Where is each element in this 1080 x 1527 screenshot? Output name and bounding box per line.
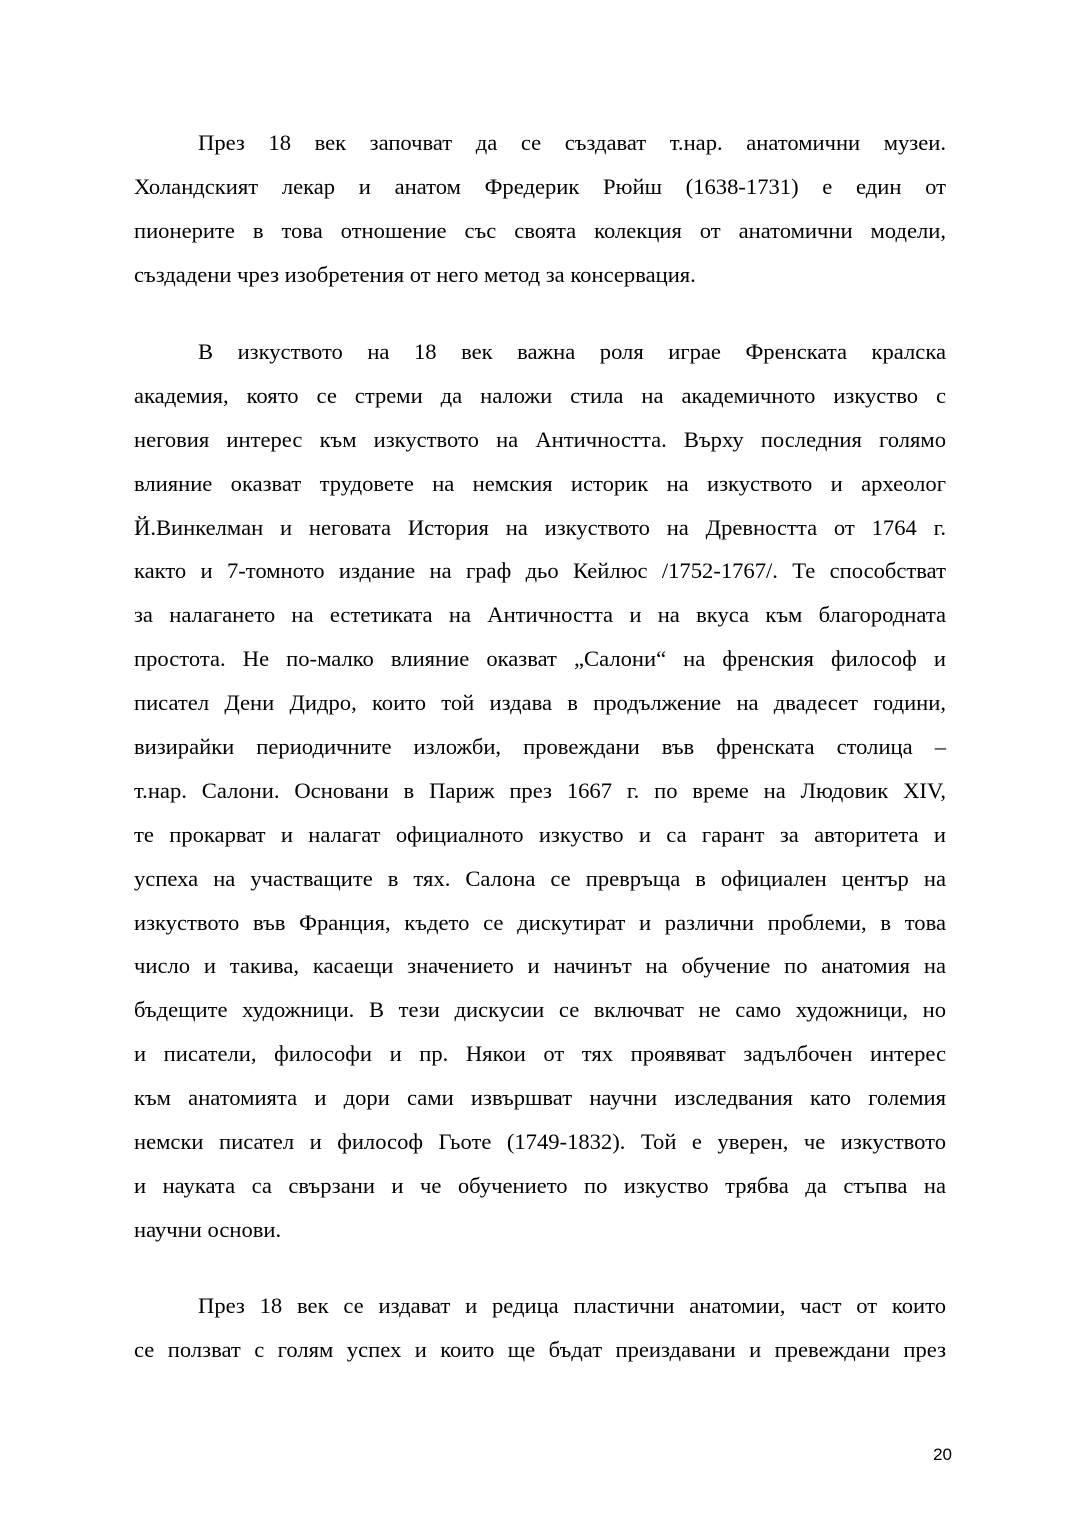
paragraph-line: влияние оказват трудовете на немския историк на изкуството и археолог — [134, 470, 946, 496]
paragraph-french-academy — [134, 330, 946, 1252]
paragraph-line: простота. Не по-малко влияние оказват „Салони“ на френския философ и — [134, 646, 946, 672]
paragraph-line: успеха на участващите в тях. Салона се превръща в официален център на — [134, 865, 946, 891]
paragraph-line: немски писател и философ Гьоте (1749-1832). Той е уверен, че изкуството — [134, 1129, 946, 1155]
page-number: 20 — [933, 1445, 952, 1464]
paragraph-line: научни основи. — [134, 1216, 282, 1242]
paragraph-line: пионерите в това отношение със своята колекция от анатомични модели, — [134, 217, 946, 243]
paragraph-anatomical-museums — [134, 121, 946, 297]
paragraph-plastic-anatomies — [134, 1284, 946, 1372]
paragraph-line: се ползват с голям успех и които ще бъдат преиздавани и превеждани през — [134, 1336, 946, 1362]
paragraph-line: бъдещите художници. В тези дискусии се включват не само художници, но — [134, 997, 946, 1023]
paragraph-line: визирайки периодичните изложби, провеждани във френската столица – — [134, 734, 946, 760]
paragraph-line: към анатомията и дори сами извършват научни изследвания като големия — [134, 1085, 946, 1111]
paragraph-line: В изкуството на 18 век важна роля играе Френската кралска — [198, 339, 946, 364]
paragraph-line: академия, която се стреми да наложи стила на академичното изкуство с — [134, 382, 946, 408]
paragraph-line: създадени чрез изобретения от него метод за консервация. — [134, 261, 696, 287]
paragraph-line: Й.Винкелман и неговата История на изкуството на Древността от 1764 г. — [134, 514, 946, 540]
paragraph-line: През 18 век се издават и редица пластични анатомии, част от които — [198, 1293, 946, 1318]
paragraph-line: и науката са свързани и че обучението по изкуство трябва да стъпва на — [134, 1172, 946, 1198]
paragraph-line: неговия интерес към изкуството на Античността. Върху последния голямо — [134, 426, 946, 452]
paragraph-line: През 18 век започват да се създават т.нар. анатомични музеи. — [198, 130, 946, 155]
paragraph-line: число и такива, касаещи значението и начинът на обучение по анатомия на — [134, 953, 946, 979]
paragraph-line: Холандският лекар и анатом Фредерик Рюйш (1638-1731) е един от — [134, 173, 946, 199]
paragraph-line: изкуството във Франция, където се дискутират и различни проблеми, в това — [134, 909, 946, 935]
paragraph-line: писател Дени Дидро, които той издава в продължение на двадесет години, — [134, 690, 946, 716]
paragraph-line: те прокарват и налагат официалното изкуство и са гарант за авторитета и — [134, 821, 946, 847]
paragraph-line: т.нар. Салони. Основани в Париж през 1667 г. по време на Людовик XIV, — [134, 777, 946, 803]
paragraph-line: и писатели, философи и пр. Някои от тях проявяват задълбочен интерес — [134, 1041, 946, 1067]
paragraph-line: както и 7-томното издание на граф дьо Кейлюс /1752-1767/. Те способстват — [134, 558, 946, 584]
paragraph-line: за налагането на естетиката на Античността и на вкуса към благородната — [134, 602, 946, 628]
